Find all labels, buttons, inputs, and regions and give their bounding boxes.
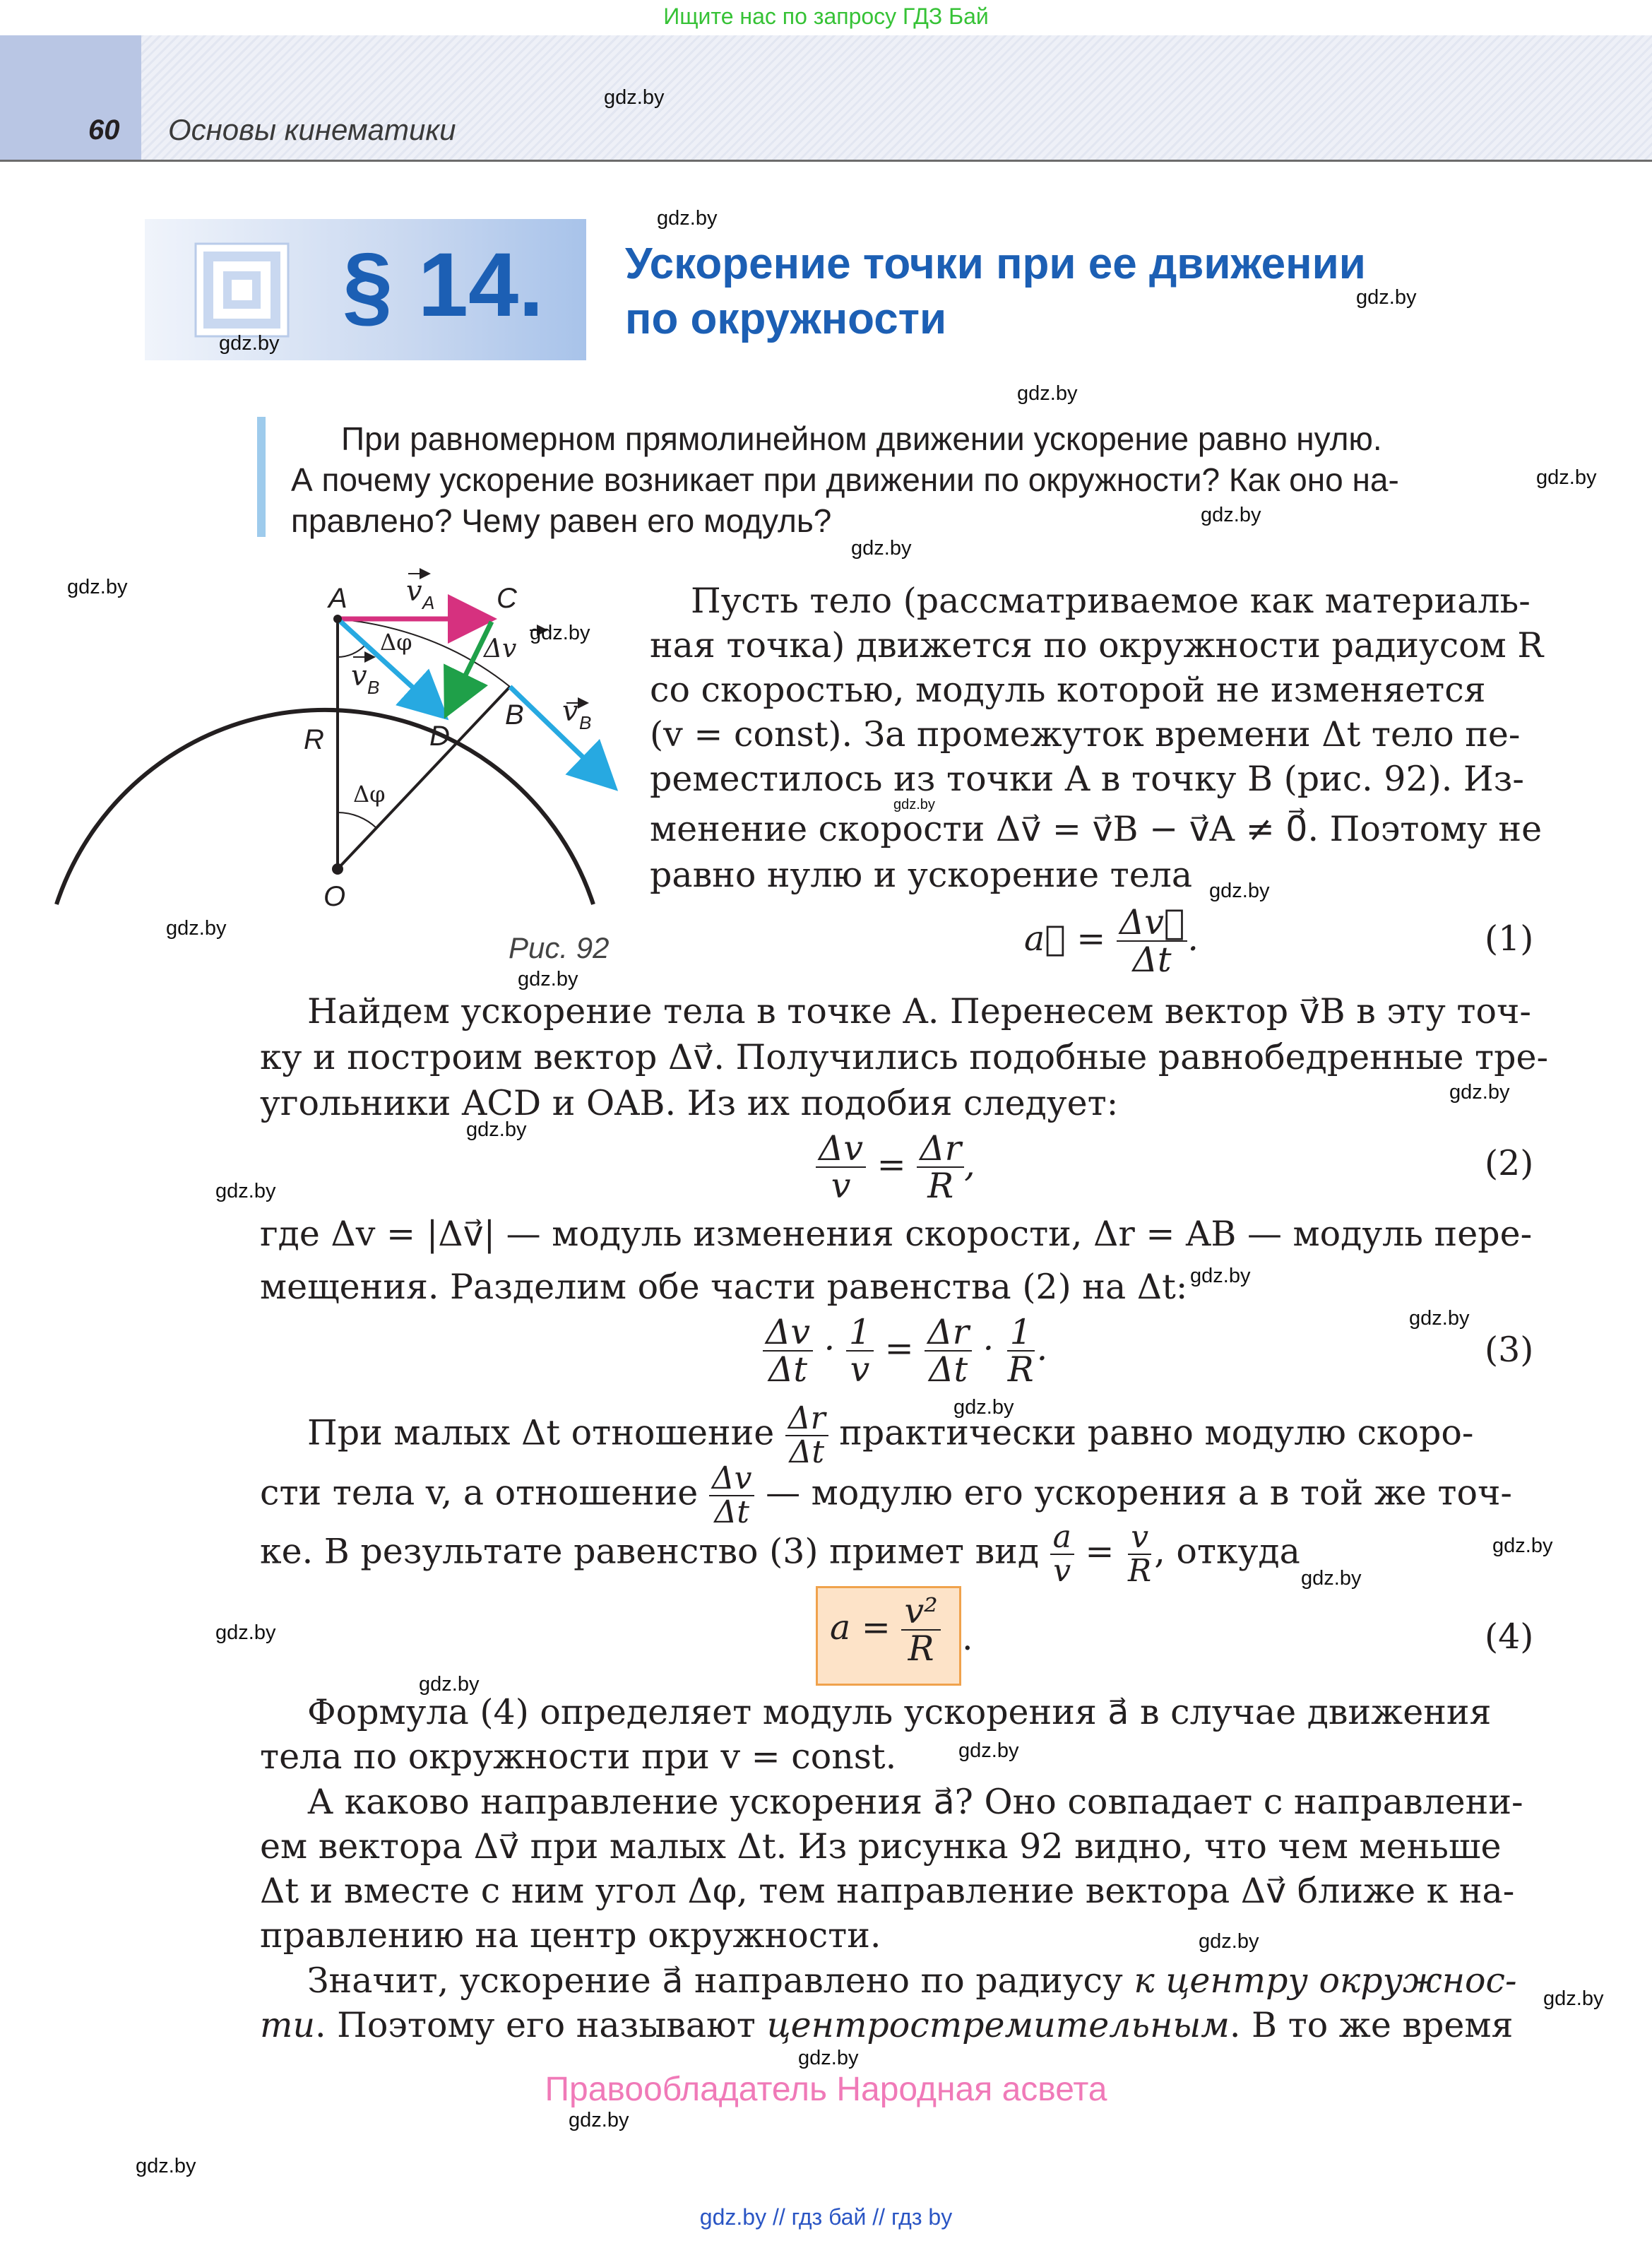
equation-3: $\frac{\Delta v}{\Delta t}$ · $\frac{1}{v}$ = $\frac{\Delta r}{\Delta t}$ · $\frac{1}{R}$ .	[763, 1314, 1047, 1388]
watermark: gdz.by	[1409, 1307, 1470, 1330]
page-number: 60	[88, 114, 120, 146]
equation-1-number: (1)	[1485, 918, 1534, 959]
angle-arc-top	[338, 646, 364, 657]
point-O	[332, 863, 343, 875]
label-O: O	[323, 881, 346, 912]
p1-line3: со скоростью, модуль которой не изменяется	[650, 670, 1486, 710]
watermark: gdz.by	[569, 2109, 629, 2131]
angle-arc-bottom	[338, 812, 376, 828]
p5-line2: тела по окружности при v = const.	[260, 1737, 897, 1777]
label-vB-sub: B	[579, 712, 592, 733]
watermark: gdz.by	[893, 797, 935, 812]
watermark: gdz.by	[604, 86, 665, 109]
label-vB: v	[562, 695, 578, 728]
watermark: gdz.by	[1543, 1987, 1604, 2010]
watermark: gdz.by	[67, 576, 128, 598]
circle-arc	[57, 710, 593, 904]
watermark: gdz.by	[1449, 1081, 1510, 1104]
p6-line3: Δt и вместе с ним угол Δφ, тем направление вектора Δv⃗ ближе к на-	[260, 1871, 1515, 1911]
watermark: gdz.by	[1199, 1930, 1259, 1953]
equation-4-tail: .	[962, 1618, 973, 1658]
label-vA-sub: A	[422, 592, 435, 613]
intro-line2: А почему ускорение возникает при движении по окружности? Как оно на-	[291, 461, 1399, 498]
point-A	[333, 615, 342, 623]
watermark: gdz.by	[798, 2047, 859, 2069]
watermark: gdz.by	[1201, 504, 1261, 526]
p2-line1: Найдем ускорение тела в точке A. Перенесем вектор v⃗B в эту точ-	[307, 991, 1531, 1031]
copyright-footer: Правообладатель Народная асвета	[545, 2071, 1107, 2108]
equation-2-number: (2)	[1485, 1143, 1534, 1183]
watermark: gdz.by	[166, 917, 227, 940]
equation-4: a = $\frac{\text{v²}}{R}$	[830, 1593, 941, 1667]
watermark: gdz.by	[215, 1621, 276, 1644]
p7-line2: ти. Поэтому его называют центростремительным. В то же время	[260, 2005, 1514, 2045]
page-number-box	[0, 35, 141, 160]
watermark: gdz.by	[219, 332, 280, 355]
watermark: gdz.by	[1017, 382, 1078, 405]
section-title-line1: Ускорение точки при ее движении	[625, 240, 1366, 288]
intro-line3: правлено? Чему равен его модуль?	[291, 502, 832, 539]
watermark: gdz.by	[1536, 466, 1597, 489]
watermark: gdz.by	[419, 1673, 480, 1696]
p2-line2: ку и построим вектор Δv⃗. Получились подобные равнобедренные тре-	[260, 1037, 1549, 1077]
p7-line1: Значит, ускорение a⃗ направлено по радиусу к центру окружнос-	[307, 1961, 1517, 2001]
watermark: gdz.by	[1492, 1535, 1553, 1557]
watermark: gdz.by	[518, 968, 578, 991]
p3-line1: где Δv = |Δv⃗| — модуль изменения скорости, Δr = AB — модуль пере-	[260, 1214, 1533, 1254]
p1-line2: ная точка) движется по окружности радиусом R	[650, 625, 1544, 666]
label-vB-copy-sub: B	[367, 677, 380, 698]
section-title-line2: по окружности	[625, 295, 947, 343]
label-vA: v	[406, 575, 422, 608]
label-A: A	[328, 583, 347, 614]
p1-line5: реместилось из точки A в точку B (рис. 92). Из-	[650, 759, 1524, 799]
label-R: R	[304, 724, 324, 755]
watermark: gdz.by	[466, 1118, 527, 1141]
label-dphi-bottom: Δφ	[353, 781, 386, 808]
label-dphi-top: Δφ	[380, 629, 412, 656]
equation-3-number: (3)	[1485, 1330, 1534, 1370]
intro-line1: При равномерном прямолинейном движении ускорение равно нулю.	[341, 420, 1382, 457]
p1-line6: менение скорости Δv⃗ = v⃗B − v⃗A ≠ 0⃗. Поэтому не	[650, 809, 1543, 849]
bottom-links[interactable]: gdz.by // гдз бай // гдз by	[699, 2204, 953, 2230]
watermark: gdz.by	[215, 1180, 276, 1202]
header-divider	[0, 160, 1652, 162]
watermark: gdz.by	[136, 2155, 196, 2177]
label-D: D	[429, 721, 450, 752]
section-number: § 14.	[343, 235, 544, 336]
intro-bar	[257, 417, 266, 537]
p3-line2: мещения. Разделим обе части равенства (2) на Δt:	[260, 1267, 1188, 1307]
figure-92	[42, 551, 636, 918]
label-dv: Δv	[484, 634, 517, 663]
p4-line2: сти тела v, а отношение $\frac{\Delta v}{\Delta t}$ — модулю его ускорения a в той же точ-	[260, 1460, 1512, 1531]
equation-4-number: (4)	[1485, 1616, 1534, 1657]
watermark: gdz.by	[953, 1396, 1014, 1419]
watermark: gdz.by	[851, 537, 912, 560]
p1-line1: Пусть тело (рассматриваемое как материаль-	[691, 581, 1531, 621]
p5-line1: Формула (4) определяет модуль ускорения a⃗ в случае движения	[307, 1692, 1492, 1732]
section-square-icon	[194, 242, 290, 338]
watermark: gdz.by	[657, 207, 718, 230]
top-banner: Ищите нас по запросу ГДЗ Бай	[663, 4, 989, 29]
equation-1: a⃗ = $\frac{\Delta v⃗}{\Delta t}$ .	[1024, 902, 1199, 981]
p1-line4: (v = const). За промежуток времени Δt тело пе-	[650, 714, 1521, 755]
label-vB-copy: v	[351, 660, 367, 692]
watermark: gdz.by	[958, 1739, 1019, 1762]
equation-2: $\frac{\Delta v}{v}$ = $\frac{\Delta r}{R}$ ,	[816, 1130, 975, 1205]
p6-line4: правлению на центр окружности.	[260, 1915, 881, 1956]
p6-line1: А каково направление ускорения a⃗? Оно совпадает с направлени-	[307, 1782, 1523, 1822]
p4-line3: ке. В результате равенство (3) примет вид $\frac{a}{v}$ = $\frac{v}{R}$ , откуда	[260, 1519, 1300, 1590]
watermark: gdz.by	[1190, 1265, 1251, 1287]
label-B: B	[505, 699, 524, 731]
vector-vB	[510, 687, 611, 784]
figure-caption: Рис. 92	[509, 931, 610, 964]
chapter-title: Основы кинематики	[168, 113, 456, 146]
watermark: gdz.by	[1209, 880, 1270, 902]
p6-line2: ем вектора Δv⃗ при малых Δt. Из рисунка 92 видно, что чем меньше	[260, 1826, 1502, 1867]
label-C: C	[497, 583, 517, 614]
p2-line3: угольники ACD и OAB. Из их подобия следует:	[260, 1083, 1119, 1123]
p1-line7: равно нулю и ускорение тела	[650, 855, 1193, 895]
p4-line1: При малых Δt отношение $\frac{\Delta r}{\Delta t}$ практически равно модулю скоро-	[307, 1400, 1474, 1471]
watermark: gdz.by	[1356, 286, 1417, 309]
watermark: gdz.by	[1301, 1567, 1362, 1590]
watermark: gdz.by	[530, 622, 590, 644]
